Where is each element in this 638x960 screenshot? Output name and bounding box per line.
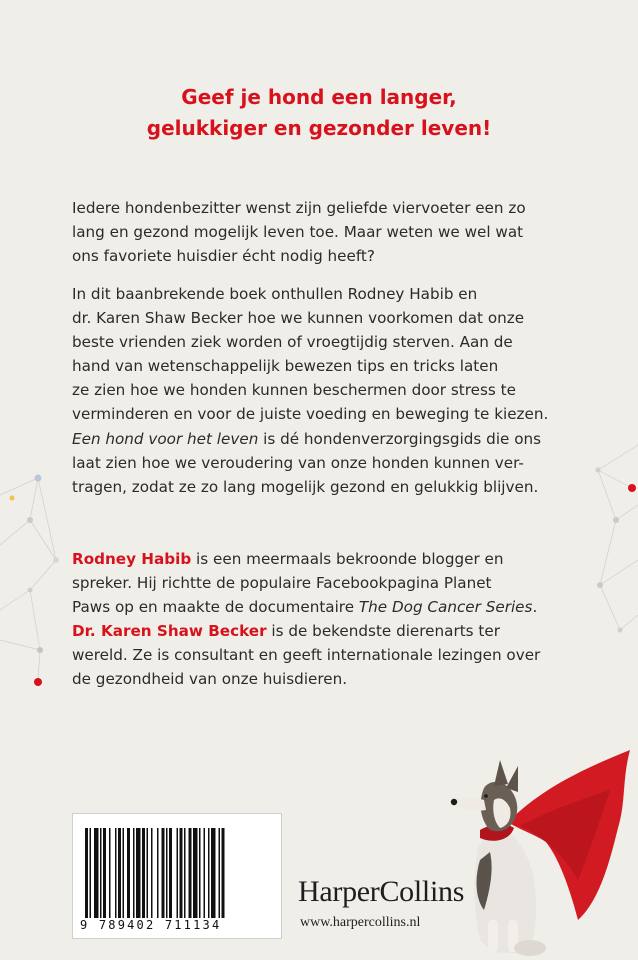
barcode-bar (166, 828, 168, 918)
summary-paragraph (72, 427, 572, 499)
summary-line (72, 427, 572, 451)
barcode-bar (151, 828, 153, 918)
headline-line-2: gelukkiger en gezonder leven! (146, 116, 492, 140)
barcode-bar (103, 828, 106, 918)
authors-line: de gezondheid van onze huisdieren. (72, 670, 348, 688)
barcode-bar (85, 828, 88, 918)
book-title: Een hond voor het leven (72, 430, 259, 448)
intro-paragraph (72, 196, 572, 268)
authors-line (72, 619, 572, 643)
barcode-bar (90, 828, 92, 918)
barcode-bar (184, 828, 186, 918)
barcode-bar (211, 828, 216, 918)
barcode-bar (127, 828, 130, 918)
summary-line: laat zien hoe we veroudering van onze honden kunnen ver- (72, 454, 524, 472)
author-name-karen: Dr. Karen Shaw Becker (72, 622, 267, 640)
body-line: In dit baanbrekende boek onthullen Rodney Habib en (72, 285, 478, 303)
barcode-bar (208, 828, 210, 918)
summary-line-1-text: is dé hondenverzorgingsgids die ons (258, 430, 542, 448)
body-line: beste vrienden ziek worden of vroegtijdig sterven. Aan de (72, 333, 513, 351)
authors-paragraph (72, 547, 572, 691)
body-line: verminderen en voor de juiste voeding en beweging te kiezen. (72, 405, 549, 423)
barcode-bar (222, 828, 225, 918)
body-line: dr. Karen Shaw Becker hoe we kunnen voorkomen dat onze (72, 309, 525, 327)
body-line: hand van wetenschappelijk bewezen tips en tricks laten (72, 357, 499, 375)
series-title: The Dog Cancer Series (358, 598, 533, 616)
barcode-bar (219, 828, 221, 918)
authors-line-1-text: is een meermaals bekroonde blogger en (191, 550, 504, 568)
barcode-bar (162, 828, 165, 918)
authors-line-3-pre: Paws op en maakte de documentaire (72, 598, 359, 616)
authors-line (72, 595, 572, 619)
barcode-bar (100, 828, 102, 918)
authors-line-3-post: . (532, 598, 538, 616)
publisher-website: www.harpercollins.nl (300, 915, 421, 930)
barcode-bar (94, 828, 99, 918)
barcode-bar (123, 828, 125, 918)
authors-line (72, 547, 572, 571)
barcode-bar (115, 828, 117, 918)
publisher-logo: HarperCollins (298, 875, 465, 908)
barcode-bar (133, 828, 135, 918)
headline (0, 82, 638, 144)
barcode-bar (142, 828, 145, 918)
barcode-bar (204, 828, 206, 918)
summary-line: tragen, zodat ze zo lang mogelijk gezond en gelukkig blijven. (72, 478, 539, 496)
intro-line: lang en gezond mogelijk leven toe. Maar weten we wel wat (72, 223, 524, 241)
barcode-bar (118, 828, 121, 918)
barcode-bar (169, 828, 172, 918)
authors-line: wereld. Ze is consultant en geeft internationale lezingen over (72, 646, 541, 664)
authors-line: spreker. Hij richtte de populaire Facebookpagina Planet (72, 574, 492, 592)
barcode-bar (193, 828, 198, 918)
barcode-bar (136, 828, 141, 918)
barcode-bar (157, 828, 159, 918)
body-paragraph (72, 282, 572, 426)
barcode-bar (109, 828, 111, 918)
headline-line-1: Geef je hond een langer, (181, 85, 457, 109)
superhero-dog-image (450, 730, 635, 960)
barcode-bar (177, 828, 179, 918)
barcode-bar (180, 828, 183, 918)
intro-line: Iedere hondenbezitter wenst zijn geliefde viervoeter een zo (72, 199, 526, 217)
intro-line: ons favoriete huisdier écht nodig heeft? (72, 247, 375, 265)
barcode-bar (199, 828, 201, 918)
author-name-rodney: Rodney Habib (72, 550, 192, 568)
barcode-bar (147, 828, 149, 918)
barcode-digits: 9 789402 711134 (80, 918, 222, 932)
authors-line-4-text: is de bekendste dierenarts ter (266, 622, 500, 640)
body-line: ze zien hoe we honden kunnen beschermen door stress te (72, 381, 516, 399)
barcode-bar (189, 828, 192, 918)
